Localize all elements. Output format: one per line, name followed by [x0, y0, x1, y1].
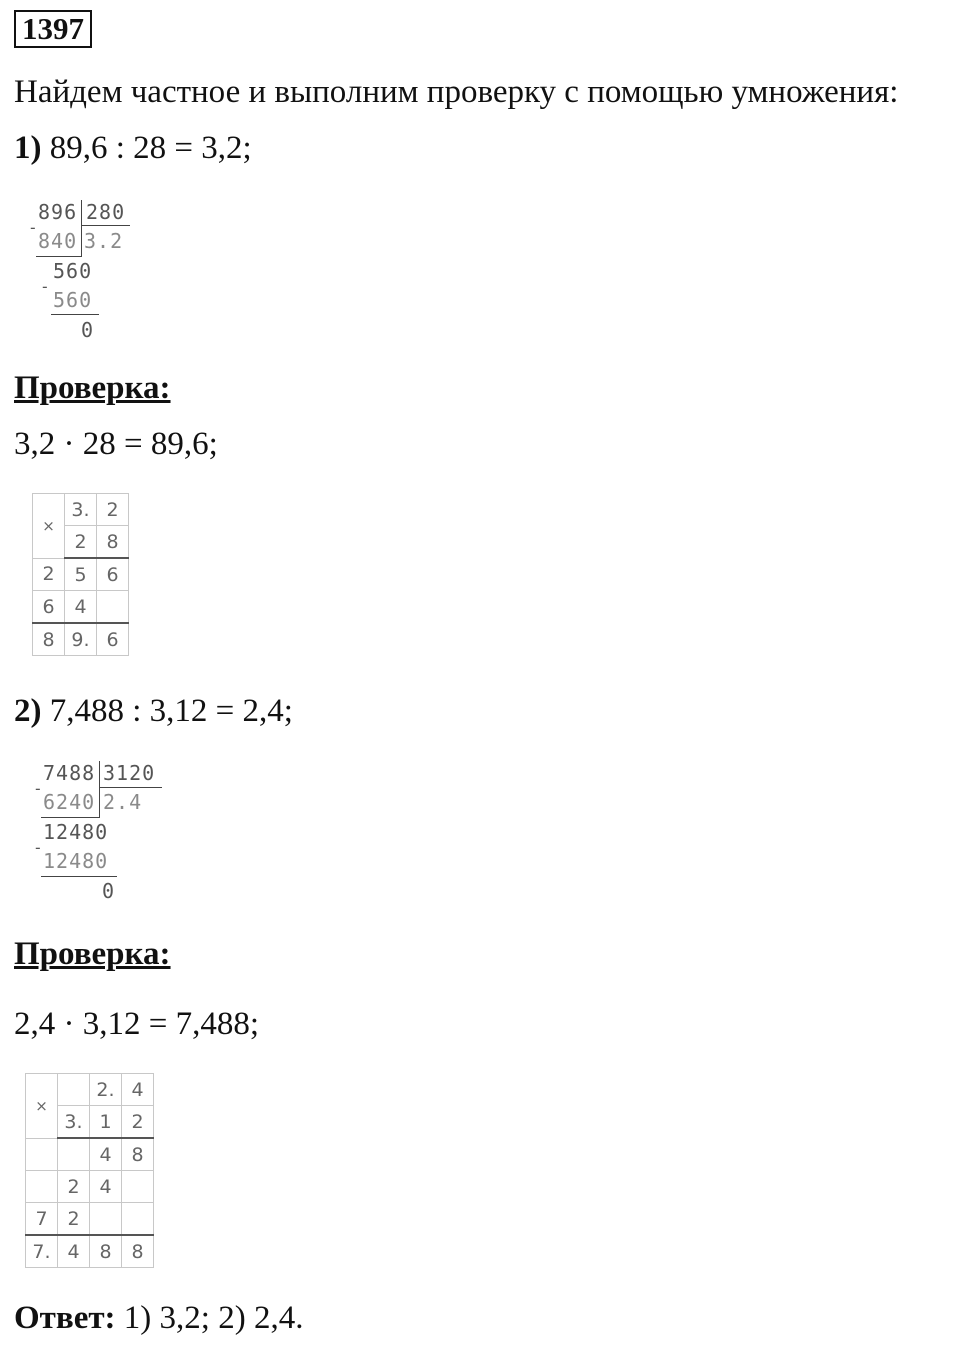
grid-row [33, 494, 129, 526]
grid-cell: 3. [65, 494, 97, 526]
grid-cell: 2 [58, 1171, 90, 1203]
grid-cell: 3. [58, 1106, 90, 1139]
grid-cell: 5 [65, 558, 97, 591]
subtraction-line [36, 256, 82, 257]
grid-row [26, 1203, 154, 1236]
subtrahend: 12480 [43, 849, 109, 873]
subtraction-line [41, 817, 100, 818]
grid-cell: 4 [90, 1138, 122, 1171]
subtrahend: 560 [53, 288, 93, 312]
dividend: 896 [38, 200, 78, 224]
grid-cell: 2 [58, 1203, 90, 1236]
multiplication-grid [25, 1073, 154, 1268]
check-expression: 2,4 · 3,12 = 7,488; [14, 1006, 260, 1042]
grid-cell: 7 [26, 1203, 58, 1236]
answer-text: 1) 3,2; 2) 2,4. [123, 1300, 304, 1336]
grid-cell: 2. [90, 1074, 122, 1106]
subtrahend: 6240 [43, 790, 96, 814]
check-heading: Проверка: [14, 370, 171, 406]
part2-label: 2) [14, 693, 42, 729]
grid-cell [58, 1138, 90, 1171]
grid-cell [122, 1171, 154, 1203]
remainder: 12480 [43, 820, 109, 844]
grid-cell: 4 [122, 1074, 154, 1106]
task-number: 1397 [14, 10, 92, 48]
check-expression: 3,2 · 28 = 89,6; [14, 426, 218, 462]
grid-row [26, 1138, 154, 1171]
grid-cell [26, 1171, 58, 1203]
part1-expression: 89,6 : 28 = 3,2; [49, 130, 252, 166]
grid-row [26, 1171, 154, 1203]
grid-cell: 7. [26, 1235, 58, 1268]
quotient-line [100, 787, 162, 788]
grid-cell [90, 1203, 122, 1236]
grid-cell: 8 [33, 623, 65, 656]
grid-cell: 2 [33, 558, 65, 591]
grid-cell: 4 [58, 1235, 90, 1268]
part1-label: 1) [14, 130, 42, 166]
answer-line [14, 1298, 303, 1338]
grid-cell: 8 [97, 526, 129, 559]
subtraction-line [41, 876, 117, 877]
subtraction-line [51, 314, 99, 315]
grid-cell: 8 [122, 1235, 154, 1268]
subtrahend: 840 [38, 229, 78, 253]
division-result: 0 [81, 318, 95, 342]
quotient: 3.2 [84, 229, 124, 253]
grid-cell [97, 591, 129, 624]
part1-line [14, 128, 252, 168]
division-bar [99, 761, 100, 817]
answer-label: Ответ: [14, 1300, 116, 1336]
grid-cell: 2 [97, 494, 129, 526]
grid-cell: 9. [65, 623, 97, 656]
grid-cell: 8 [90, 1235, 122, 1268]
check-heading: Проверка: [14, 936, 171, 972]
grid-cell: 4 [65, 591, 97, 624]
divisor: 280 [86, 200, 126, 224]
part2-line [14, 691, 293, 731]
grid-cell: 2 [65, 526, 97, 559]
division-result: 0 [102, 879, 116, 903]
grid-cell [58, 1074, 90, 1106]
grid-row [33, 623, 129, 656]
grid-cell: 6 [97, 558, 129, 591]
divisor: 3120 [103, 761, 156, 785]
multiplication-grid [32, 493, 129, 656]
multiply-sign: × [26, 1074, 58, 1139]
remainder: 560 [53, 259, 93, 283]
grid-cell: 1 [90, 1106, 122, 1139]
minus-sign: - [33, 779, 44, 798]
part2-expression: 7,488 : 3,12 = 2,4; [49, 693, 293, 729]
grid-row [33, 558, 129, 591]
minus-sign: - [28, 218, 39, 237]
grid-cell: 6 [97, 623, 129, 656]
quotient-line [82, 225, 130, 226]
grid-row [26, 1235, 154, 1268]
minus-sign: - [40, 277, 51, 296]
grid-cell: 4 [90, 1171, 122, 1203]
quotient: 2.4 [103, 790, 143, 814]
multiply-sign: × [33, 494, 65, 559]
minus-sign: - [33, 838, 44, 857]
dividend: 7488 [43, 761, 96, 785]
grid-cell: 8 [122, 1138, 154, 1171]
grid-row [26, 1074, 154, 1106]
grid-cell: 6 [33, 591, 65, 624]
grid-cell: 2 [122, 1106, 154, 1139]
division-bar [81, 200, 82, 256]
intro-text: Найдем частное и выполним проверку с помощью умножения: [14, 74, 899, 110]
grid-cell [122, 1203, 154, 1236]
grid-cell [26, 1138, 58, 1171]
grid-row [33, 591, 129, 624]
